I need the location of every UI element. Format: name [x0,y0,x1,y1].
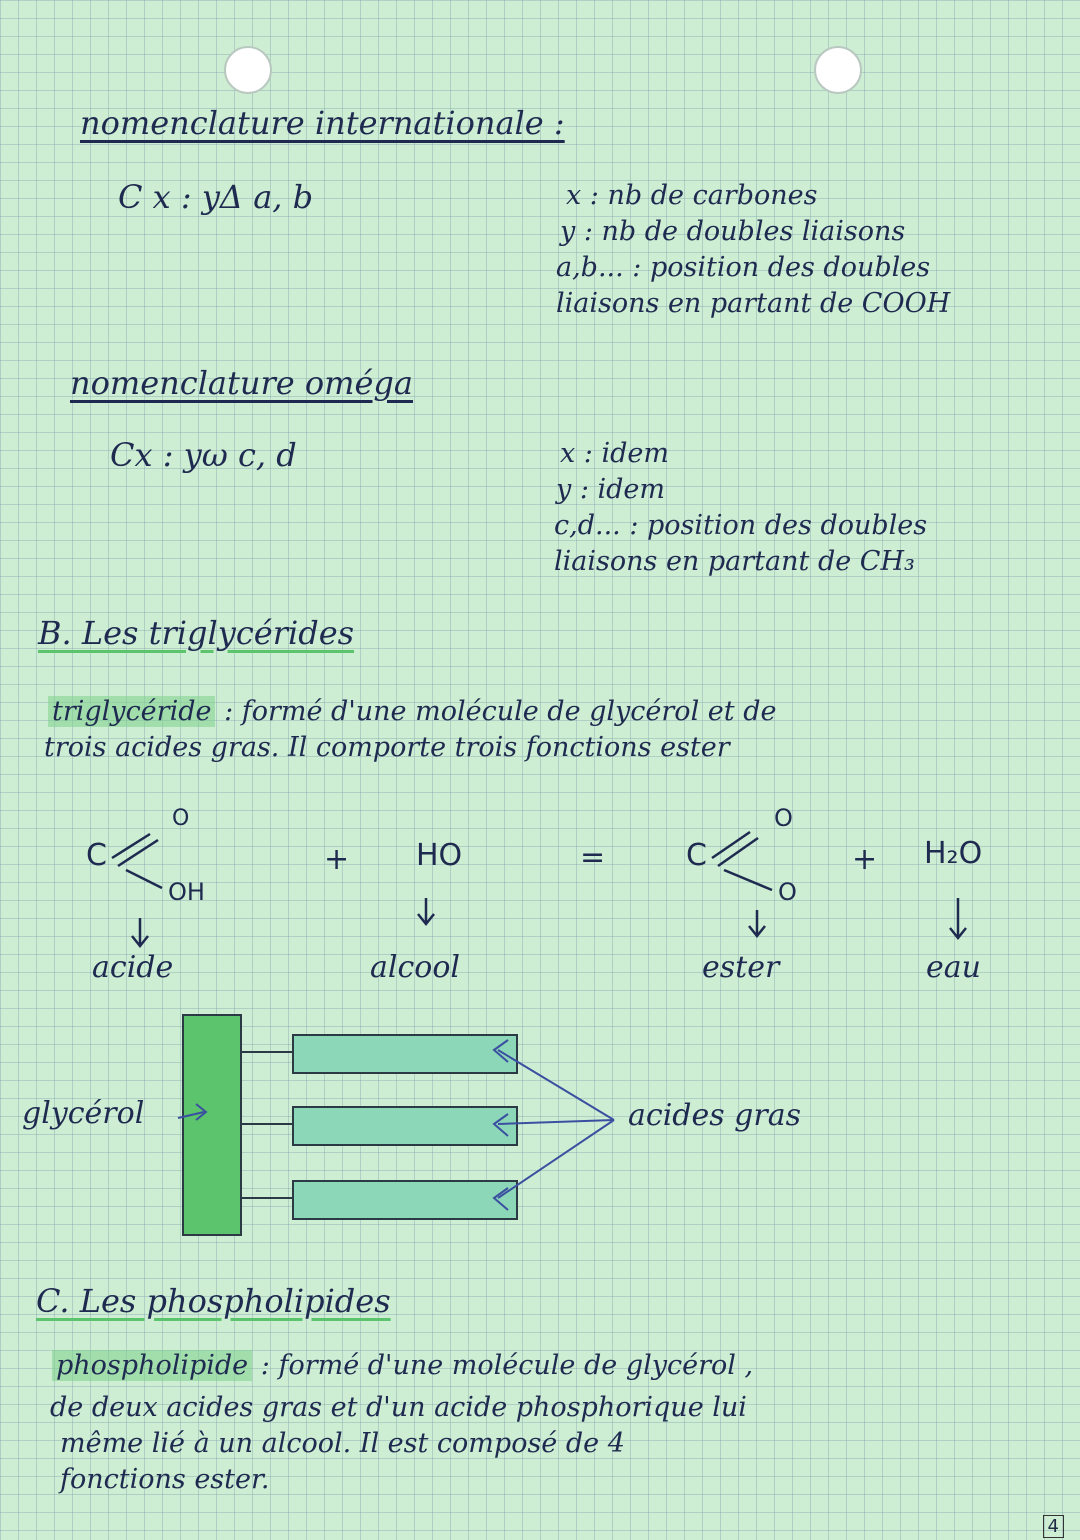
omega-def-4: liaisons en partant de CH₃ [554,546,915,577]
phospholipid-def-text-1: : formé d'une molécule de glycérol , [260,1350,754,1381]
acid-oxygen: O [172,806,190,831]
ester-oxygen-bottom: O [778,878,797,906]
acid-label: acide [92,950,174,985]
ester-carbon: C [686,838,707,873]
intl-def-1: x : nb de carbones [566,180,818,211]
triglyceride-def-text-1: : formé d'une molécule de glycérol et de [224,696,777,727]
fatty-acids-label: acides gras [628,1098,801,1133]
equals-sign: = [580,840,606,875]
triglyceride-definition-line-2: trois acides gras. Il comporte trois fonctions ester [44,732,730,763]
triglyceride-term: triglycéride [48,696,215,727]
heading-triglycerides: B. Les triglycérides [38,614,355,652]
intl-def-4: liaisons en partant de COOH [556,288,951,319]
phospholipid-term: phospholipide [52,1350,252,1381]
acid-hydroxyl: OH [168,878,205,906]
ester-label: ester [702,950,780,985]
alcohol-label: alcool [370,950,460,985]
formula-omega: Cx : yω c, d [110,436,297,474]
omega-def-2: y : idem [556,474,666,505]
phospholipid-definition-line-1 [52,1350,753,1381]
phospholipid-definition-line-3: même lié à un alcool. Il est composé de 4 [60,1428,625,1459]
ester-oxygen-top: O [774,804,793,832]
acid-carbon: C [86,838,107,873]
water-formula: H₂O [924,836,983,871]
formula-intl: C x : yΔ a, b [118,178,314,216]
plus-sign-2: + [852,842,878,877]
heading-intl-nomenclature: nomenclature internationale : [80,104,565,142]
heading-omega-nomenclature: nomenclature oméga [70,364,413,402]
page-number: 4 [1043,1515,1064,1538]
phospholipid-definition-line-4: fonctions ester. [60,1464,270,1495]
phospholipid-definition-line-2: de deux acides gras et d'un acide phosphorique lui [50,1392,747,1423]
water-label: eau [926,950,981,985]
omega-def-3: c,d... : position des doubles [554,510,928,541]
omega-def-1: x : idem [560,438,669,469]
intl-def-2: y : nb de doubles liaisons [560,216,906,247]
intl-def-3: a,b... : position des doubles [556,252,931,283]
heading-phospholipids: C. Les phospholipides [36,1282,391,1320]
alcohol-group: HO [416,838,463,873]
plus-sign-1: + [324,842,350,877]
glycerol-label: glycérol [22,1096,145,1131]
